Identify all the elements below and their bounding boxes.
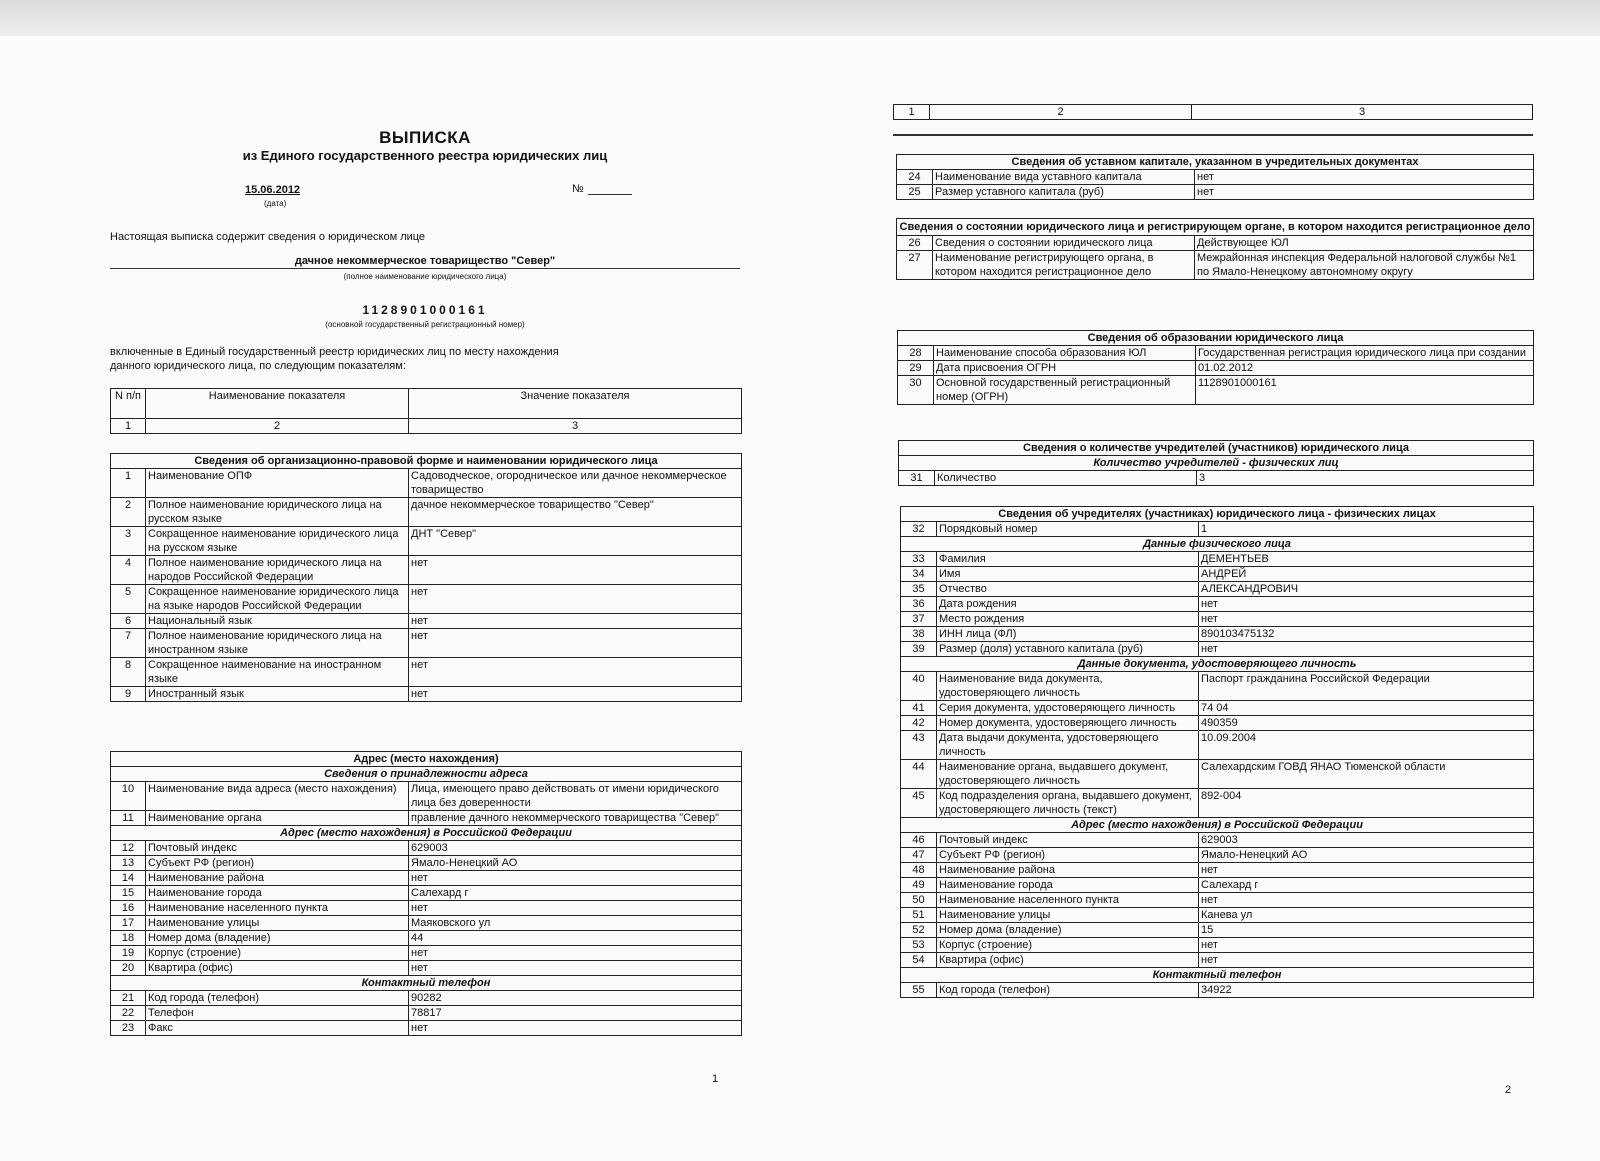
table-row: [111, 782, 742, 811]
row-value: нет: [1199, 863, 1534, 878]
table-row: [111, 614, 742, 629]
row-number: 55: [901, 983, 937, 998]
row-value: 3: [1197, 471, 1534, 486]
row-value: 15: [1199, 923, 1534, 938]
row-name: Размер (доля) уставного капитала (руб): [937, 642, 1199, 657]
table-row: [111, 469, 742, 498]
row-value: нет: [409, 1021, 742, 1036]
header-num-2: 2: [146, 419, 409, 434]
table-row: [898, 376, 1534, 405]
header-rule: [893, 134, 1533, 136]
row-value: нет: [409, 901, 742, 916]
document-subtitle: из Единого государственного реестра юридических лиц: [242, 148, 608, 163]
section-subtitle: Контактный телефон: [901, 968, 1534, 983]
page-number-1: 1: [712, 1073, 719, 1085]
table-row: [901, 612, 1534, 627]
row-number: 42: [901, 716, 937, 731]
header-num-1: 1: [111, 419, 146, 434]
table-row: [111, 658, 742, 687]
table-row: [901, 833, 1534, 848]
row-number: 34: [901, 567, 937, 582]
row-value: нет: [409, 946, 742, 961]
row-value: 44: [409, 931, 742, 946]
table-row: [111, 527, 742, 556]
table-row: [901, 627, 1534, 642]
row-name: Наименование регистрирующего органа, в котором находится регистрационное дело: [933, 251, 1195, 280]
table-row: [111, 629, 742, 658]
state-table: [896, 218, 1534, 280]
row-name: Наименование органа: [146, 811, 409, 826]
row-name: Корпус (строение): [937, 938, 1199, 953]
ogrn-caption: (основной государственный регистрационный номер): [325, 320, 525, 329]
row-value: нет: [1199, 893, 1534, 908]
row-value: Паспорт гражданина Российской Федерации: [1199, 672, 1534, 701]
row-value: нет: [409, 961, 742, 976]
capital-table: [896, 154, 1534, 200]
table-row: [901, 983, 1534, 998]
row-value: нет: [409, 687, 742, 702]
section-subtitle: Данные документа, удостоверяющего личность: [901, 657, 1534, 672]
row-name: Корпус (строение): [146, 946, 409, 961]
header-num-2: 2: [930, 105, 1192, 120]
table-row: [111, 841, 742, 856]
row-number: 19: [111, 946, 146, 961]
row-name: Квартира (офис): [937, 953, 1199, 968]
number-blank-line: [588, 194, 632, 195]
row-name: Полное наименование юридического лица на народов Российской Федерации: [146, 556, 409, 585]
table-row: [901, 789, 1534, 818]
table-row: [898, 361, 1534, 376]
row-number: 23: [111, 1021, 146, 1036]
row-number: 16: [111, 901, 146, 916]
row-name: Код подразделения органа, выдавшего документ, удостоверяющего личность (текст): [937, 789, 1199, 818]
table-row: [901, 863, 1534, 878]
table-row: [897, 236, 1534, 251]
row-value: 34922: [1199, 983, 1534, 998]
row-value: нет: [1199, 642, 1534, 657]
table-row: [897, 185, 1534, 200]
row-value: нет: [409, 629, 742, 658]
row-name: Почтовый индекс: [937, 833, 1199, 848]
row-name: Наименование вида документа, удостоверяющего личность: [937, 672, 1199, 701]
row-name: Сокращенное наименование на иностранном языке: [146, 658, 409, 687]
row-value: 1128901000161: [1196, 376, 1534, 405]
row-value: нет: [1199, 597, 1534, 612]
row-name: Наименование населенного пункта: [937, 893, 1199, 908]
row-name: Количество: [935, 471, 1197, 486]
row-value: Государственная регистрация юридического лица при создании: [1196, 346, 1534, 361]
row-name: Размер уставного капитала (руб): [933, 185, 1195, 200]
row-number: 25: [897, 185, 933, 200]
table-row: [111, 931, 742, 946]
row-value: Салехардским ГОВД ЯНАО Тюменской области: [1199, 760, 1534, 789]
row-number: 1: [111, 469, 146, 498]
section-subtitle: Адрес (место нахождения) в Российской Федерации: [111, 826, 742, 841]
row-name: Наименование вида адреса (место нахождения): [146, 782, 409, 811]
row-number: 52: [901, 923, 937, 938]
row-name: Номер документа, удостоверяющего личность: [937, 716, 1199, 731]
row-number: 29: [898, 361, 934, 376]
row-value: Ямало-Ненецкий АО: [1199, 848, 1534, 863]
page-number-2: 2: [1505, 1084, 1512, 1096]
table-row: [111, 1006, 742, 1021]
founders-count-table: [898, 440, 1534, 486]
table-row: [897, 170, 1534, 185]
table-row: [901, 597, 1534, 612]
table-row: [901, 848, 1534, 863]
table-row: [901, 760, 1534, 789]
row-value: нет: [409, 658, 742, 687]
section-subtitle: Сведения о принадлежности адреса: [111, 767, 742, 782]
org-name-caption: (полное наименование юридического лица): [343, 272, 507, 281]
section-subtitle: Адрес (место нахождения) в Российской Федерации: [901, 818, 1534, 833]
row-name: Наименование района: [937, 863, 1199, 878]
row-number: 37: [901, 612, 937, 627]
row-value: 74 04: [1199, 701, 1534, 716]
row-number: 11: [111, 811, 146, 826]
row-name: Иностранный язык: [146, 687, 409, 702]
header-col-value: Значение показателя: [409, 389, 742, 419]
row-number: 20: [111, 961, 146, 976]
table-row: [111, 871, 742, 886]
row-number: 49: [901, 878, 937, 893]
table-row: [901, 731, 1534, 760]
section-title: Сведения об организационно-правовой форме и наименовании юридического лица: [111, 454, 742, 469]
row-name: Полное наименование юридического лица на иностранном языке: [146, 629, 409, 658]
row-number: 46: [901, 833, 937, 848]
row-value: нет: [1195, 185, 1534, 200]
row-name: Полное наименование юридического лица на русском языке: [146, 498, 409, 527]
row-name: ИНН лица (ФЛ): [937, 627, 1199, 642]
row-number: 5: [111, 585, 146, 614]
row-number: 28: [898, 346, 934, 361]
row-value: нет: [409, 585, 742, 614]
row-name: Наименование города: [937, 878, 1199, 893]
row-value: правление дачного некоммерческого товарищества "Север": [409, 811, 742, 826]
address-table: [110, 751, 742, 1036]
table-row: [899, 471, 1534, 486]
row-value: дачное некоммерческое товарищество "Север": [409, 498, 742, 527]
row-number: 44: [901, 760, 937, 789]
row-name: Национальный язык: [146, 614, 409, 629]
table-row: [901, 953, 1534, 968]
table-row: [111, 856, 742, 871]
row-name: Дата рождения: [937, 597, 1199, 612]
row-value: ДЕМЕНТЬЕВ: [1199, 552, 1534, 567]
row-name: Наименование ОПФ: [146, 469, 409, 498]
date-caption: (дата): [264, 199, 287, 208]
table-row: [901, 893, 1534, 908]
row-name: Код города (телефон): [146, 991, 409, 1006]
org-name: дачное некоммерческое товарищество "Север": [110, 255, 740, 269]
row-value: 629003: [409, 841, 742, 856]
row-value: Маяковского ул: [409, 916, 742, 931]
row-number: 18: [111, 931, 146, 946]
row-value: 78817: [409, 1006, 742, 1021]
document-date: 15.06.2012: [245, 184, 301, 196]
row-name: Порядковый номер: [937, 522, 1199, 537]
row-name: Почтовый индекс: [146, 841, 409, 856]
row-name: Наименование способа образования ЮЛ: [934, 346, 1196, 361]
table-row: [111, 585, 742, 614]
row-number: 32: [901, 522, 937, 537]
header-num-1: 1: [894, 105, 930, 120]
row-value: 629003: [1199, 833, 1534, 848]
document-title: ВЫПИСКА: [379, 128, 471, 147]
row-value: нет: [1199, 938, 1534, 953]
row-name: Место рождения: [937, 612, 1199, 627]
row-number: 9: [111, 687, 146, 702]
section-subtitle: Данные физического лица: [901, 537, 1534, 552]
row-number: 40: [901, 672, 937, 701]
header-col-n: N п/п: [111, 389, 146, 419]
row-name: Субъект РФ (регион): [937, 848, 1199, 863]
header-col-name: Наименование показателя: [146, 389, 409, 419]
row-name: Номер дома (владение): [146, 931, 409, 946]
row-number: 54: [901, 953, 937, 968]
row-value: Салехард г: [409, 886, 742, 901]
table-row: [111, 556, 742, 585]
row-name: Субъект РФ (регион): [146, 856, 409, 871]
included-text: включенные в Единый государственный реестр юридических лиц по месту нахождения данного юридического лица, по следующим показателям:: [110, 346, 559, 372]
table-row: [111, 687, 742, 702]
table-row: [901, 522, 1534, 537]
row-name: Дата присвоения ОГРН: [934, 361, 1196, 376]
row-value: 10.09.2004: [1199, 731, 1534, 760]
row-value: 1: [1199, 522, 1534, 537]
row-value: 890103475132: [1199, 627, 1534, 642]
row-value: Межрайонная инспекция Федеральной налоговой службы №1 по Ямало-Ненецкому автономному округу: [1195, 251, 1534, 280]
header-num-3: 3: [1192, 105, 1533, 120]
row-name: Наименование вида уставного капитала: [933, 170, 1195, 185]
row-number: 22: [111, 1006, 146, 1021]
row-number: 7: [111, 629, 146, 658]
row-name: Факс: [146, 1021, 409, 1036]
row-value: АЛЕКСАНДРОВИЧ: [1199, 582, 1534, 597]
table-row: [901, 923, 1534, 938]
row-value: 490359: [1199, 716, 1534, 731]
opf-table: [110, 453, 742, 702]
row-value: Садоводческое, огородническое или дачное некоммерческое товарищество: [409, 469, 742, 498]
row-number: 48: [901, 863, 937, 878]
row-number: 53: [901, 938, 937, 953]
section-title: Сведения о количестве учредителей (участников) юридического лица: [899, 441, 1534, 456]
section-subtitle: Контактный телефон: [111, 976, 742, 991]
row-value: нет: [409, 556, 742, 585]
row-number: 2: [111, 498, 146, 527]
section-subtitle: Количество учредителей - физических лиц: [899, 456, 1534, 471]
section-title: Сведения о состоянии юридического лица и регистрирующем органе, в котором находится регистрационное дело: [897, 219, 1534, 236]
row-name: Отчество: [937, 582, 1199, 597]
row-value: Лица, имеющего право действовать от имени юридического лица без доверенности: [409, 782, 742, 811]
row-number: 47: [901, 848, 937, 863]
section-title: Сведения об образовании юридического лица: [898, 331, 1534, 346]
header-num-3: 3: [409, 419, 742, 434]
table-row: [901, 938, 1534, 953]
row-name: Наименование улицы: [937, 908, 1199, 923]
row-number: 27: [897, 251, 933, 280]
ogrn-number: 1128901000161: [362, 303, 488, 317]
table-row: [901, 672, 1534, 701]
row-name: Наименование населенного пункта: [146, 901, 409, 916]
row-name: Наименование органа, выдавшего документ, удостоверяющего личность: [937, 760, 1199, 789]
row-value: 01.02.2012: [1196, 361, 1534, 376]
row-name: Сокращенное наименование юридического лица на русском языке: [146, 527, 409, 556]
row-number: 45: [901, 789, 937, 818]
row-value: АНДРЕЙ: [1199, 567, 1534, 582]
row-number: 41: [901, 701, 937, 716]
row-name: Имя: [937, 567, 1199, 582]
row-name: Телефон: [146, 1006, 409, 1021]
row-name: Наименование района: [146, 871, 409, 886]
row-name: Наименование улицы: [146, 916, 409, 931]
row-number: 10: [111, 782, 146, 811]
founders-table: [900, 506, 1534, 998]
row-number: 36: [901, 597, 937, 612]
table-row: [901, 567, 1534, 582]
row-number: 3: [111, 527, 146, 556]
table-row: [901, 642, 1534, 657]
table-row: [111, 811, 742, 826]
row-number: 26: [897, 236, 933, 251]
row-number: 12: [111, 841, 146, 856]
row-value: Салехард г: [1199, 878, 1534, 893]
row-value: нет: [409, 871, 742, 886]
number-label: №: [572, 183, 584, 195]
table-row: [901, 701, 1534, 716]
row-name: Фамилия: [937, 552, 1199, 567]
row-number: 38: [901, 627, 937, 642]
row-number: 31: [899, 471, 935, 486]
row-number: 8: [111, 658, 146, 687]
row-number: 33: [901, 552, 937, 567]
row-number: 15: [111, 886, 146, 901]
table-row: [111, 946, 742, 961]
row-value: Канева ул: [1199, 908, 1534, 923]
table-row: [111, 901, 742, 916]
table-row: [111, 498, 742, 527]
table-row: [901, 582, 1534, 597]
row-number: 35: [901, 582, 937, 597]
table-row: [111, 961, 742, 976]
row-name: Основной государственный регистрационный номер (ОГРН): [934, 376, 1196, 405]
row-name: Дата выдачи документа, удостоверяющего личность: [937, 731, 1199, 760]
row-number: 4: [111, 556, 146, 585]
table-row: [111, 991, 742, 1006]
row-value: Ямало-Ненецкий АО: [409, 856, 742, 871]
row-value: нет: [1195, 170, 1534, 185]
row-value: ДНТ "Север": [409, 527, 742, 556]
page2-header-table: [893, 104, 1533, 120]
row-number: 24: [897, 170, 933, 185]
intro-text: Настоящая выписка содержит сведения о юридическом лице: [110, 231, 426, 243]
table-row: [111, 916, 742, 931]
row-name: Сведения о состоянии юридического лица: [933, 236, 1195, 251]
row-value: 892-004: [1199, 789, 1534, 818]
table-row: [901, 908, 1534, 923]
row-number: 13: [111, 856, 146, 871]
row-number: 30: [898, 376, 934, 405]
row-number: 17: [111, 916, 146, 931]
section-title: Сведения об уставном капитале, указанном в учредительных документах: [897, 155, 1534, 170]
table-row: [901, 552, 1534, 567]
table-row: [111, 1021, 742, 1036]
row-name: Сокращенное наименование юридического лица на языке народов Российской Федерации: [146, 585, 409, 614]
header-table: [110, 388, 742, 434]
section-title: Сведения об учредителях (участниках) юридического лица - физических лицах: [901, 507, 1534, 522]
row-number: 14: [111, 871, 146, 886]
row-value: Действующее ЮЛ: [1195, 236, 1534, 251]
row-number: 43: [901, 731, 937, 760]
scan-top-strip: [0, 0, 1600, 36]
row-value: нет: [409, 614, 742, 629]
row-number: 21: [111, 991, 146, 1006]
row-value: 90282: [409, 991, 742, 1006]
row-name: Квартира (офис): [146, 961, 409, 976]
row-value: нет: [1199, 953, 1534, 968]
row-name: Наименование города: [146, 886, 409, 901]
table-row: [898, 346, 1534, 361]
table-row: [901, 878, 1534, 893]
formation-table: [897, 330, 1534, 405]
row-number: 39: [901, 642, 937, 657]
row-name: Номер дома (владение): [937, 923, 1199, 938]
row-number: 6: [111, 614, 146, 629]
row-name: Код города (телефон): [937, 983, 1199, 998]
table-row: [901, 716, 1534, 731]
row-value: нет: [1199, 612, 1534, 627]
section-title: Адрес (место нахождения): [111, 752, 742, 767]
table-row: [111, 886, 742, 901]
row-name: Серия документа, удостоверяющего личность: [937, 701, 1199, 716]
table-row: [897, 251, 1534, 280]
row-number: 51: [901, 908, 937, 923]
row-number: 50: [901, 893, 937, 908]
